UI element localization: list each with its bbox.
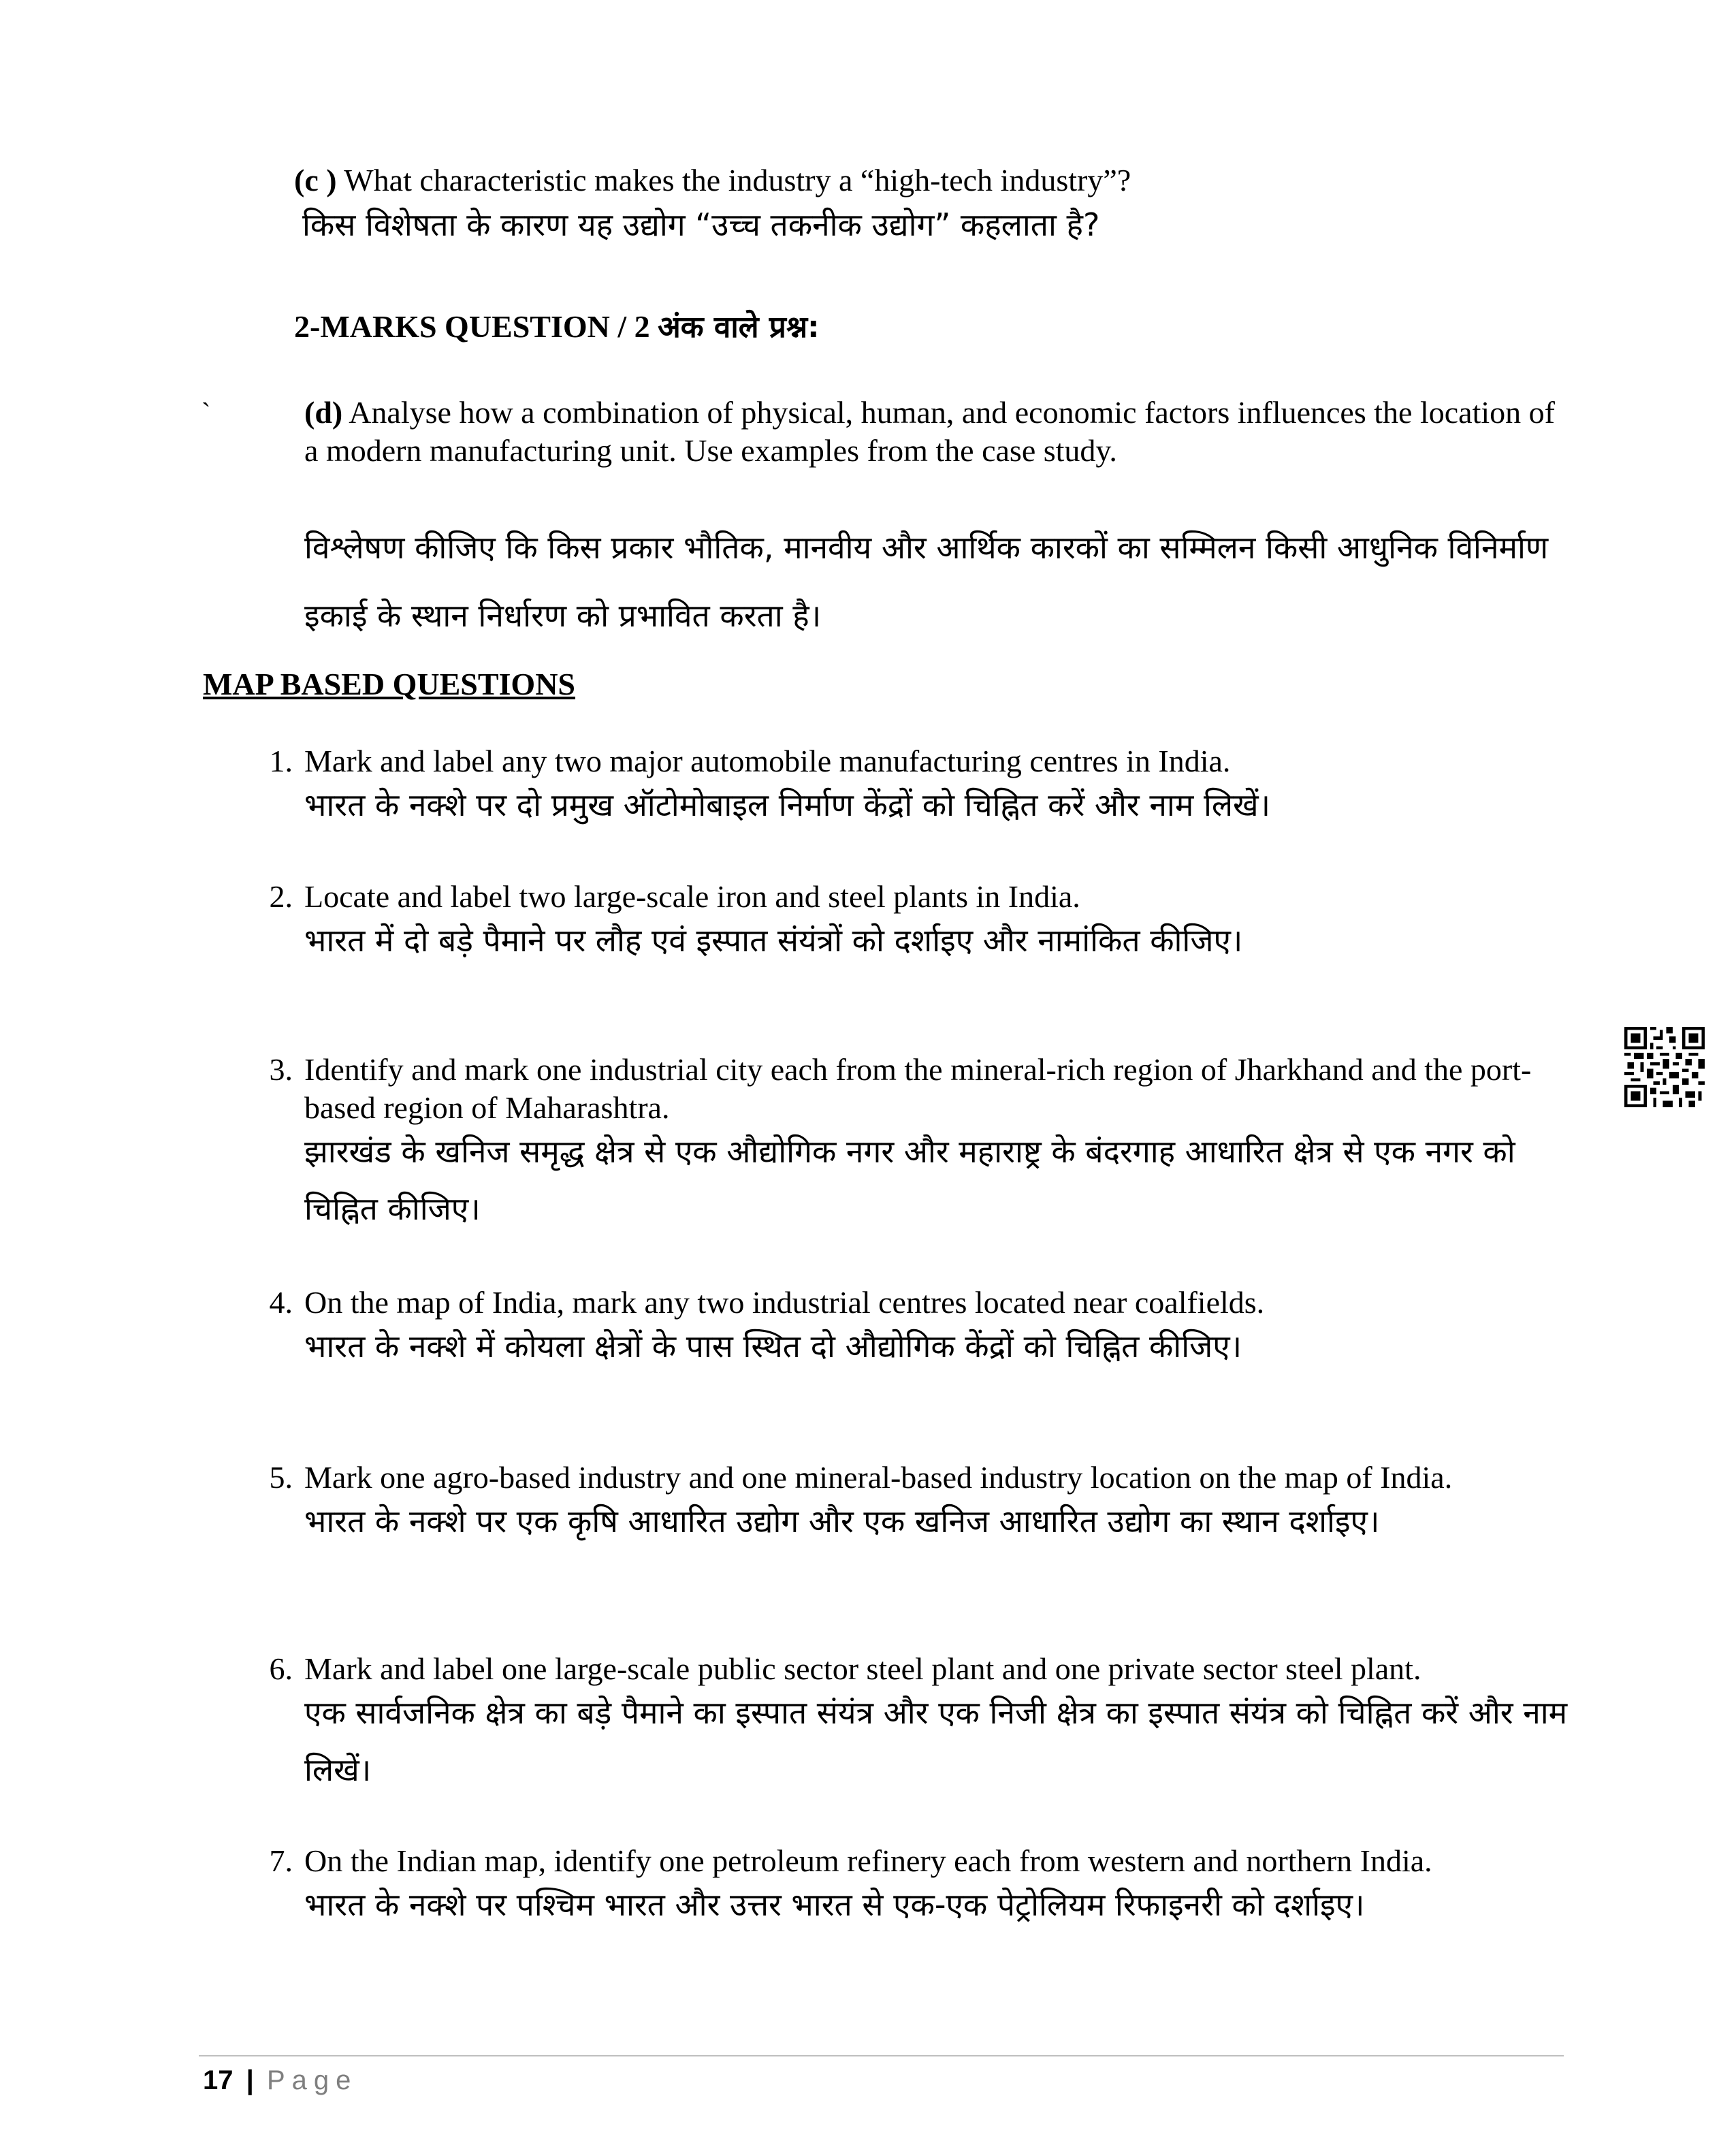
footer-separator: |	[246, 2065, 254, 2095]
list-item-number: 5.	[269, 1460, 293, 1495]
list-item-number: 6.	[269, 1651, 293, 1686]
list-item-text-en: On the Indian map, identify one petroleum refinery each from western and northern India.	[304, 1843, 1432, 1878]
section-heading-hi: अंक वाले प्रश्न:	[658, 310, 820, 345]
question-d-text-hi: विश्लेषण कीजिए कि किस प्रकार भौतिक, मानवीय और आर्थिक कारकों का सम्मिलन किसी आधुनिक विनिर्माण इकाई के स्थान निर्धारण को प्रभावित करता है।	[304, 529, 1549, 634]
list-item-number: 2.	[269, 879, 293, 914]
list-item-text-hi: भारत में दो बड़े पैमाने पर लौह एवं इस्पात संयंत्रों को दर्शाइए और नामांकित कीजिए।	[304, 922, 1243, 959]
question-d-label: (d)	[304, 395, 343, 430]
question-c-text-en: What characteristic makes the industry a “high-tech industry”?	[344, 163, 1131, 197]
section-heading-map: MAP BASED QUESTIONS	[203, 667, 576, 701]
question-d	[304, 394, 1564, 470]
list-item-number: 4.	[269, 1285, 293, 1320]
list-item-number: 1.	[269, 744, 293, 778]
qr-code-icon	[1624, 1027, 1705, 1107]
list-item-text-hi: भारत के नक्शे पर एक कृषि आधारित उद्योग और एक खनिज आधारित उद्योग का स्थान दर्शाइए।	[304, 1503, 1380, 1540]
question-d-text-en: Analyse how a combination of physical, human, and economic factors influences the location of a modern manufacturing unit. Use examples from the case study.	[304, 395, 1555, 468]
page-label: Page	[266, 2065, 358, 2095]
list-item-text-en: On the map of India, mark any two industrial centres located near coalfields.	[304, 1285, 1265, 1320]
list-item-text-hi: भारत के नक्शे पर पश्चिम भारत और उत्तर भारत से एक-एक पेट्रोलियम रिफाइनरी को दर्शाइए।	[304, 1886, 1365, 1923]
list-item-text-en: Mark one agro-based industry and one mineral-based industry location on the map of India.	[304, 1460, 1453, 1495]
stray-mark: `	[202, 397, 211, 428]
list-item-number: 7.	[269, 1843, 293, 1878]
question-c	[294, 161, 1588, 200]
question-c-label: (c )	[294, 163, 337, 197]
list-item-text-en: Locate and label two large-scale iron and steel plants in India.	[304, 879, 1080, 914]
list-item-text-en: Mark and label one large-scale public sector steel plant and one private sector steel plant.	[304, 1651, 1421, 1686]
page-footer	[203, 2063, 357, 2097]
section-heading-2-marks	[294, 308, 1588, 347]
question-c-text-hi: किस विशेषता के कारण यह उद्योग “उच्च तकनीक उद्योग” कहलाता है?	[302, 206, 1100, 243]
list-item-text-en: Mark and label any two major automobile manufacturing centres in India.	[304, 744, 1231, 778]
list-item-text-hi: भारत के नक्शे पर दो प्रमुख ऑटोमोबाइल निर्माण केंद्रों को चिह्नित करें और नाम लिखें।	[304, 786, 1271, 823]
list-item-text-hi: झारखंड के खनिज समृद्ध क्षेत्र से एक औद्योगिक नगर और महाराष्ट्र के बंदरगाह आधारित क्षेत्र से एक नगर को चिह्नित कीजिए।	[304, 1133, 1515, 1227]
list-item-text-en: Identify and mark one industrial city each from the mineral-rich region of Jharkhand and the port-based region of Maharashtra.	[304, 1052, 1532, 1125]
list-item-text-hi: भारत के नक्शे में कोयला क्षेत्रों के पास स्थित दो औद्योगिक केंद्रों को चिह्नित कीजिए।	[304, 1328, 1242, 1365]
section-heading-en: 2-MARKS QUESTION / 2	[294, 309, 650, 344]
footer-divider	[199, 2055, 1564, 2056]
list-item-number: 3.	[269, 1052, 293, 1087]
page-number: 17	[203, 2065, 234, 2095]
list-item-text-hi: एक सार्वजनिक क्षेत्र का बड़े पैमाने का इस्पात संयंत्र और एक निजी क्षेत्र का इस्पात संयंत्र को चिह्नित करें और नाम लिखें।	[304, 1694, 1568, 1788]
